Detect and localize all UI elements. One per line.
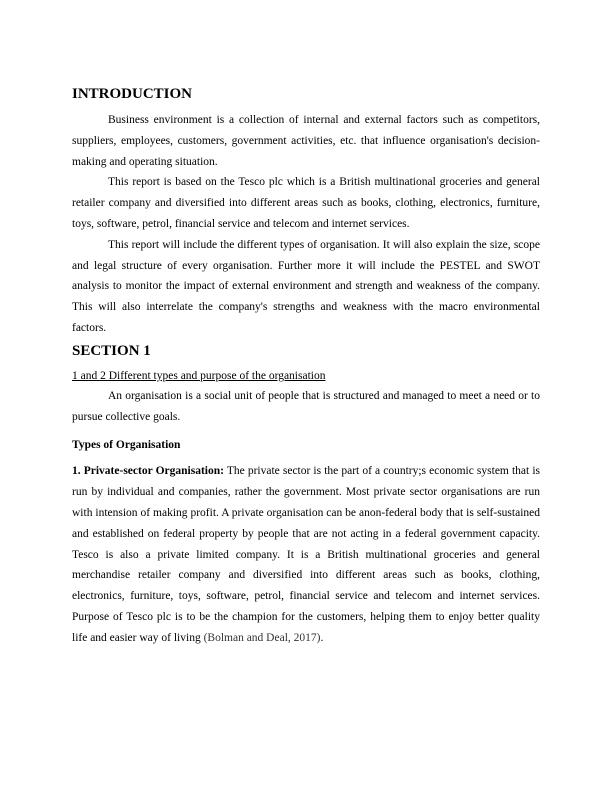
citation: (Bolman and Deal, 2017) (203, 631, 321, 644)
section-1-heading: SECTION 1 (72, 342, 151, 359)
section-1-subheading: 1 and 2 Different types and purpose of the organisation (72, 369, 326, 382)
private-sector-text: The private sector is the part of a country;s economic system that is run by individual and companies, rather the government. Most private sector organisations are run with intension of making profit. A private organisation can be anon-federal body that is self-sustained and established on federal property by people that are not acting in a federal government capacity. Tesco is also a private limited company. It is a British multinational groceries and general merchandise retailer company and diversified into different areas such as books, clothing, electronics, furniture, toys, software, petrol, financial service and telecom and internet services. Purpose of Tesco plc is to be the champion for the customers, helping them to enjoy better quality life and easier way of living (72, 465, 540, 644)
organisation-definition: An organisation is a social unit of people that is structured and managed to meet a need or to pursue collective goals. (72, 389, 540, 423)
types-of-organisation-heading: Types of Organisation (72, 439, 181, 452)
private-sector-paragraph (72, 461, 540, 648)
page-content (72, 84, 540, 649)
private-sector-label: 1. Private-sector Organisation: (72, 465, 224, 478)
introduction-heading: INTRODUCTION (72, 86, 193, 102)
sentence-end: . (320, 631, 324, 644)
intro-paragraph-2: This report is based on the Tesco plc which is a British multinational groceries and general retailer company and diversified into different areas such as books, clothing, electronics, furniture, toys, software, petrol, financial service and telecom and internet services. (72, 176, 540, 230)
intro-paragraph-1: Business environment is a collection of internal and external factors such as competitors, suppliers, employees, customers, government activities, etc. that influence organisation's decision-making and operating situation. (72, 114, 540, 168)
intro-paragraph-3: This report will include the different types of organisation. It will also explain the size, scope and legal structure of every organisation. Further more it will include the PESTEL and SWOT analysis to monitor the impact of external environment and strength and weakness of the company. This will also interrelate the company's strengths and weakness with the macro environmental factors. (72, 238, 540, 334)
